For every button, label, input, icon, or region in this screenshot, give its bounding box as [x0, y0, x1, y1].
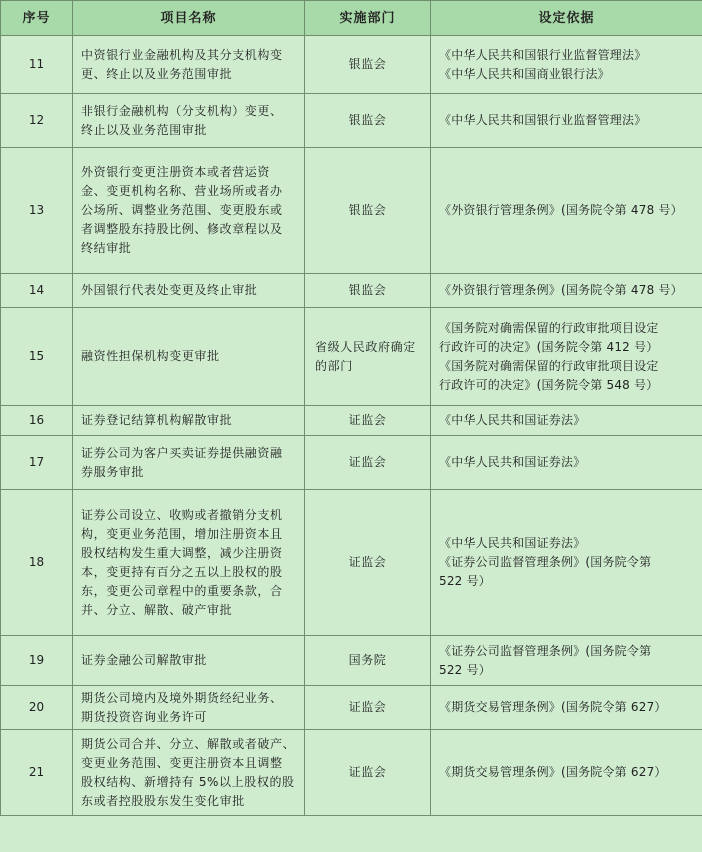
row-item-name-line: 终止以及业务范围审批 — [81, 122, 208, 137]
row-num: 11 — [1, 36, 73, 94]
table-row — [1, 94, 702, 148]
row-basis-line: 《中华人民共和国商业银行法》 — [439, 66, 610, 81]
row-item-name — [73, 274, 305, 308]
header-basis: 设定依据 — [431, 1, 702, 36]
header-num: 序号 — [1, 1, 73, 36]
row-item-name — [73, 406, 305, 436]
row-dept-line: 证监会 — [348, 700, 387, 714]
row-item-name-line: 券服务审批 — [81, 464, 145, 479]
row-basis-line: 522 号） — [439, 574, 491, 588]
row-item-name-line: 股权结构、新增持有 5%以上股权的股 — [81, 774, 295, 789]
row-basis-line: 《外资银行管理条例》(国务院令第 478 号） — [439, 283, 683, 297]
row-num: 21 — [1, 730, 73, 816]
row-item-name-line: 公场所、调整业务范围、变更股东或 — [81, 203, 283, 217]
row-item-name-line: 金、变更机构名称、营业场所或者办 — [81, 184, 283, 198]
row-dept-line: 证监会 — [348, 455, 387, 469]
row-item-name-line: 变更业务范围、变更注册资本且调整 — [81, 755, 283, 770]
table-row — [1, 686, 702, 730]
table-row — [1, 308, 702, 406]
row-dept — [305, 406, 431, 436]
row-item-name-line: 中资银行业金融机构及其分支机构变 — [81, 47, 283, 62]
row-basis — [431, 94, 702, 148]
row-item-name-line: 证券公司设立、收购或者撤销分支机 — [81, 507, 283, 522]
row-dept-line: 证监会 — [348, 555, 387, 569]
row-item-name-line: 证券公司为客户买卖证券提供融资融 — [81, 445, 283, 460]
row-item-name-line: 本，变更持有百分之五以上股权的股 — [81, 564, 283, 579]
row-basis-line: 《证券公司监督管理条例》(国务院令第 — [439, 555, 652, 569]
row-basis-line: 《证券公司监督管理条例》(国务院令第 — [439, 643, 652, 658]
table-row — [1, 490, 702, 636]
row-basis — [431, 274, 702, 308]
row-basis-line: 《中华人民共和国证券法》 — [439, 536, 586, 550]
row-basis — [431, 406, 702, 436]
row-basis-line: 《国务院对确需保留的行政审批项目设定 — [439, 358, 659, 373]
row-item-name — [73, 636, 305, 686]
row-basis-line: 522 号） — [439, 662, 491, 677]
row-item-name-line: 更、终止以及业务范围审批 — [81, 66, 233, 81]
table-row — [1, 636, 702, 686]
row-dept — [305, 308, 431, 406]
row-item-name — [73, 686, 305, 730]
table-row — [1, 730, 702, 816]
row-num: 16 — [1, 406, 73, 436]
header-dept: 实施部门 — [305, 1, 431, 36]
row-basis-line: 《外资银行管理条例》(国务院令第 478 号） — [439, 203, 683, 217]
row-item-name-line: 终结审批 — [81, 241, 132, 255]
row-basis-line: 《期货交易管理条例》(国务院令第 627） — [439, 700, 667, 714]
row-dept — [305, 436, 431, 490]
table-row — [1, 148, 702, 274]
row-dept — [305, 490, 431, 636]
row-basis — [431, 36, 702, 94]
row-basis-line: 《中华人民共和国证券法》 — [439, 455, 586, 469]
row-item-name-line: 外资银行变更注册资本或者营运资 — [81, 165, 271, 179]
row-dept-line: 银监会 — [348, 113, 387, 127]
row-item-name-line: 东或者控股股东发生变化审批 — [81, 793, 245, 808]
row-item-name — [73, 36, 305, 94]
row-dept-line: 银监会 — [348, 203, 387, 217]
row-num: 14 — [1, 274, 73, 308]
row-dept-line: 的部门 — [315, 358, 353, 373]
row-num: 17 — [1, 436, 73, 490]
row-dept — [305, 274, 431, 308]
table-row — [1, 436, 702, 490]
row-item-name-line: 期货公司境内及境外期货经纪业务、 — [81, 690, 283, 705]
row-num: 12 — [1, 94, 73, 148]
row-item-name-line: 融资性担保机构变更审批 — [81, 349, 220, 363]
row-dept-line: 国务院 — [348, 653, 387, 667]
row-item-name — [73, 94, 305, 148]
row-item-name — [73, 490, 305, 636]
row-item-name-line: 股权结构发生重大调整，减少注册资 — [81, 545, 283, 560]
row-dept-line: 银监会 — [348, 283, 387, 297]
table-header-row — [1, 1, 702, 36]
row-dept — [305, 94, 431, 148]
row-item-name-line: 期货投资咨询业务许可 — [81, 709, 208, 724]
row-basis-line: 《中华人民共和国银行业监督管理法》 — [439, 113, 647, 127]
row-basis — [431, 148, 702, 274]
row-num: 20 — [1, 686, 73, 730]
row-dept-line: 银监会 — [348, 57, 387, 71]
row-num: 15 — [1, 308, 73, 406]
row-basis — [431, 636, 702, 686]
row-basis — [431, 686, 702, 730]
row-basis-line: 行政许可的决定》(国务院令第 548 号） — [439, 377, 659, 392]
table-row — [1, 274, 702, 308]
row-item-name-line: 外国银行代表处变更及终止审批 — [81, 283, 258, 297]
row-num: 18 — [1, 490, 73, 636]
row-dept — [305, 36, 431, 94]
row-dept — [305, 686, 431, 730]
row-item-name — [73, 730, 305, 816]
row-num: 19 — [1, 636, 73, 686]
row-item-name-line: 期货公司合并、分立、解散或者破产、 — [81, 736, 296, 751]
row-basis — [431, 730, 702, 816]
row-dept-line: 省级人民政府确定 — [315, 339, 416, 354]
row-num: 13 — [1, 148, 73, 274]
row-item-name — [73, 148, 305, 274]
row-item-name — [73, 436, 305, 490]
row-basis-line: 《国务院对确需保留的行政审批项目设定 — [439, 320, 659, 335]
row-basis-line: 《中华人民共和国证券法》 — [439, 413, 586, 427]
row-basis — [431, 436, 702, 490]
row-item-name-line: 者调整股东持股比例、修改章程以及 — [81, 222, 283, 236]
row-basis-line: 行政许可的决定》(国务院令第 412 号） — [439, 339, 659, 354]
row-item-name-line: 并、分立、解散、破产审批 — [81, 602, 233, 617]
row-item-name — [73, 308, 305, 406]
table-row — [1, 406, 702, 436]
table-row — [1, 36, 702, 94]
row-dept-line: 证监会 — [348, 765, 387, 779]
row-basis-line: 《中华人民共和国银行业监督管理法》 — [439, 47, 647, 62]
header-name: 项目名称 — [73, 1, 305, 36]
row-dept — [305, 148, 431, 274]
row-item-name-line: 证券金融公司解散审批 — [81, 653, 208, 667]
row-item-name-line: 证券登记结算机构解散审批 — [81, 413, 233, 427]
row-item-name-line: 构，变更业务范围，增加注册资本且 — [81, 526, 283, 541]
row-basis — [431, 490, 702, 636]
row-dept — [305, 636, 431, 686]
row-item-name-line: 非银行金融机构（分支机构）变更、 — [81, 103, 283, 118]
row-dept — [305, 730, 431, 816]
row-item-name-line: 东，变更公司章程中的重要条款，合 — [81, 583, 283, 598]
row-basis — [431, 308, 702, 406]
row-dept-line: 证监会 — [348, 413, 387, 427]
row-basis-line: 《期货交易管理条例》(国务院令第 627） — [439, 765, 667, 779]
